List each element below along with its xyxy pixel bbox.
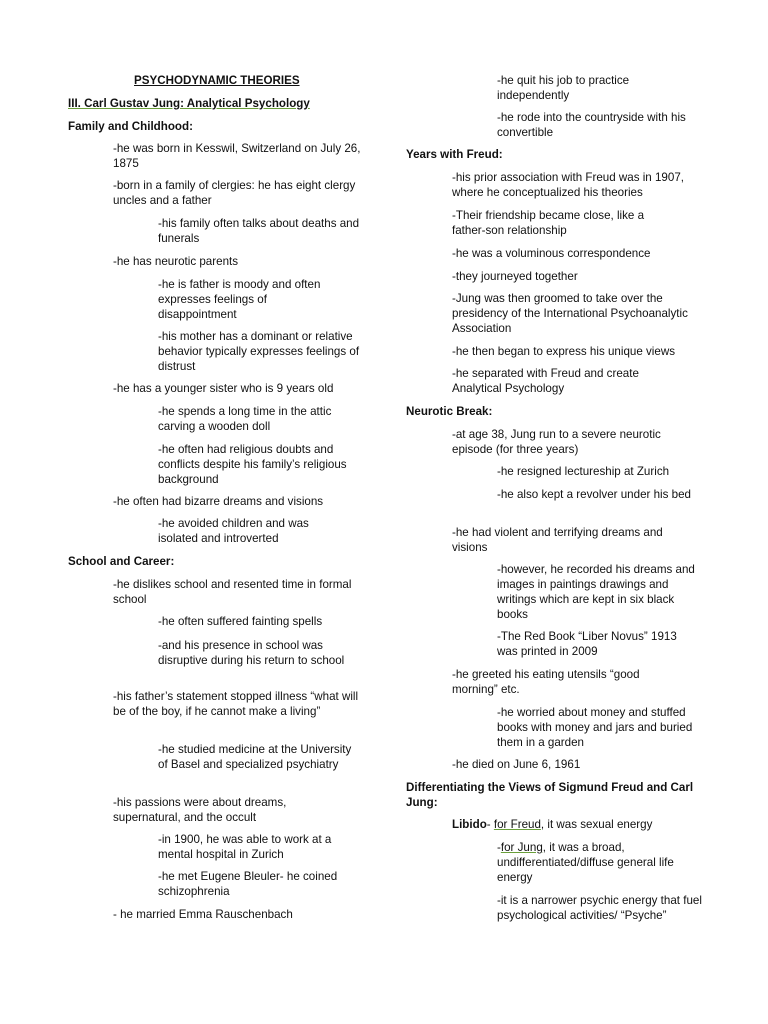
libido-label: Libido: [452, 818, 487, 831]
list-item: -he was a voluminous correspondence: [452, 247, 651, 260]
list-item: -he then began to express his unique views: [452, 345, 675, 358]
libido-sep: -: [486, 818, 494, 831]
list-item: -he has a younger sister who is 9 years old: [113, 382, 334, 395]
list-item: -he has neurotic parents: [113, 255, 239, 268]
list-item: -he rode into the countryside with his convertible: [497, 111, 686, 139]
list-item: -and his presence in school was disruptive during his return to school: [158, 639, 345, 667]
for-freud: for Freud: [493, 818, 541, 831]
jung-rest: , it was a broad, undifferentiated/diffuse general life energy: [497, 841, 674, 884]
list-item: -he resigned lectureship at Zurich: [497, 465, 670, 478]
list-item: -The Red Book “Liber Novus” 1913 was printed in 2009: [497, 630, 677, 658]
list-item: -he often had religious doubts and conflicts despite his family’s religious background: [158, 443, 347, 486]
jung-line: [497, 840, 712, 885]
list-item: -he worried about money and stuffed books with money and jars and buried them in a garden: [497, 706, 693, 749]
list-item: -his mother has a dominant or relative behavior typically expresses feelings of distrust: [158, 330, 360, 373]
jung-prefix: -: [497, 841, 501, 854]
libido-rest: , it was sexual energy: [540, 818, 653, 831]
section-title: III. Carl Gustav Jung: Analytical Psychology: [68, 97, 310, 110]
list-item: -he died on June 6, 1961: [452, 758, 581, 771]
family-heading: Family and Childhood:: [68, 120, 193, 133]
neurotic-break-heading: Neurotic Break:: [406, 405, 493, 418]
list-item: - he married Emma Rauschenbach: [113, 908, 293, 921]
school-heading: School and Career:: [68, 555, 175, 568]
list-item: -he also kept a revolver under his bed: [497, 488, 691, 501]
list-item: -he spends a long time in the attic carving a wooden doll: [158, 405, 332, 433]
list-item: -at age 38, Jung run to a severe neurotic episode (for three years): [452, 428, 661, 456]
list-item: -he separated with Freud and create Analytical Psychology: [452, 367, 639, 395]
list-item: -his father’s statement stopped illness “what will be of the boy, if he cannot make a living”: [113, 690, 359, 718]
list-item: -he met Eugene Bleuler- he coined schizophrenia: [158, 870, 338, 898]
list-item: -Their friendship became close, like a father-son relationship: [452, 209, 645, 237]
list-item: -he greeted his eating utensils “good morning” etc.: [452, 668, 640, 696]
page-title: PSYCHODYNAMIC THEORIES: [134, 74, 300, 87]
list-item: -his prior association with Freud was in 1907, where he conceptualized his theories: [452, 171, 684, 199]
differentiating-heading: Differentiating the Views of Sigmund Freud and Carl Jung:: [406, 781, 694, 809]
list-item: -he studied medicine at the University of Basel and specialized psychiatry: [158, 743, 352, 771]
list-item: -in 1900, he was able to work at a mental hospital in Zurich: [158, 833, 332, 861]
for-jung: for Jung: [500, 841, 543, 854]
list-item: -born in a family of clergies: he has eight clergy uncles and a father: [113, 179, 356, 207]
list-item: -he dislikes school and resented time in formal school: [113, 578, 352, 606]
list-item: -however, he recorded his dreams and images in paintings drawings and writings which are kept in six black books: [497, 563, 695, 621]
list-item: -his passions were about dreams, supernatural, and the occult: [113, 796, 287, 824]
list-item: -he quit his job to practice independently: [497, 74, 630, 102]
list-item: -he had violent and terrifying dreams and visions: [452, 526, 663, 554]
list-item: -he avoided children and was isolated and introverted: [158, 517, 309, 545]
list-item: -his family often talks about deaths and funerals: [158, 217, 360, 245]
libido-line: [452, 817, 722, 832]
list-item: -Jung was then groomed to take over the presidency of the International Psychoanalytic Association: [452, 292, 688, 335]
list-item: -it is a narrower psychic energy that fuel psychological activities/ “Psyche”: [497, 894, 702, 922]
freud-heading: Years with Freud:: [406, 148, 503, 161]
list-item: -he was born in Kesswil, Switzerland on July 26, 1875: [113, 142, 361, 170]
list-item: -he is father is moody and often expresses feelings of disappointment: [158, 278, 321, 321]
list-item: -he often suffered fainting spells: [158, 615, 323, 628]
list-item: -they journeyed together: [452, 270, 578, 283]
list-item: -he often had bizarre dreams and visions: [113, 495, 324, 508]
